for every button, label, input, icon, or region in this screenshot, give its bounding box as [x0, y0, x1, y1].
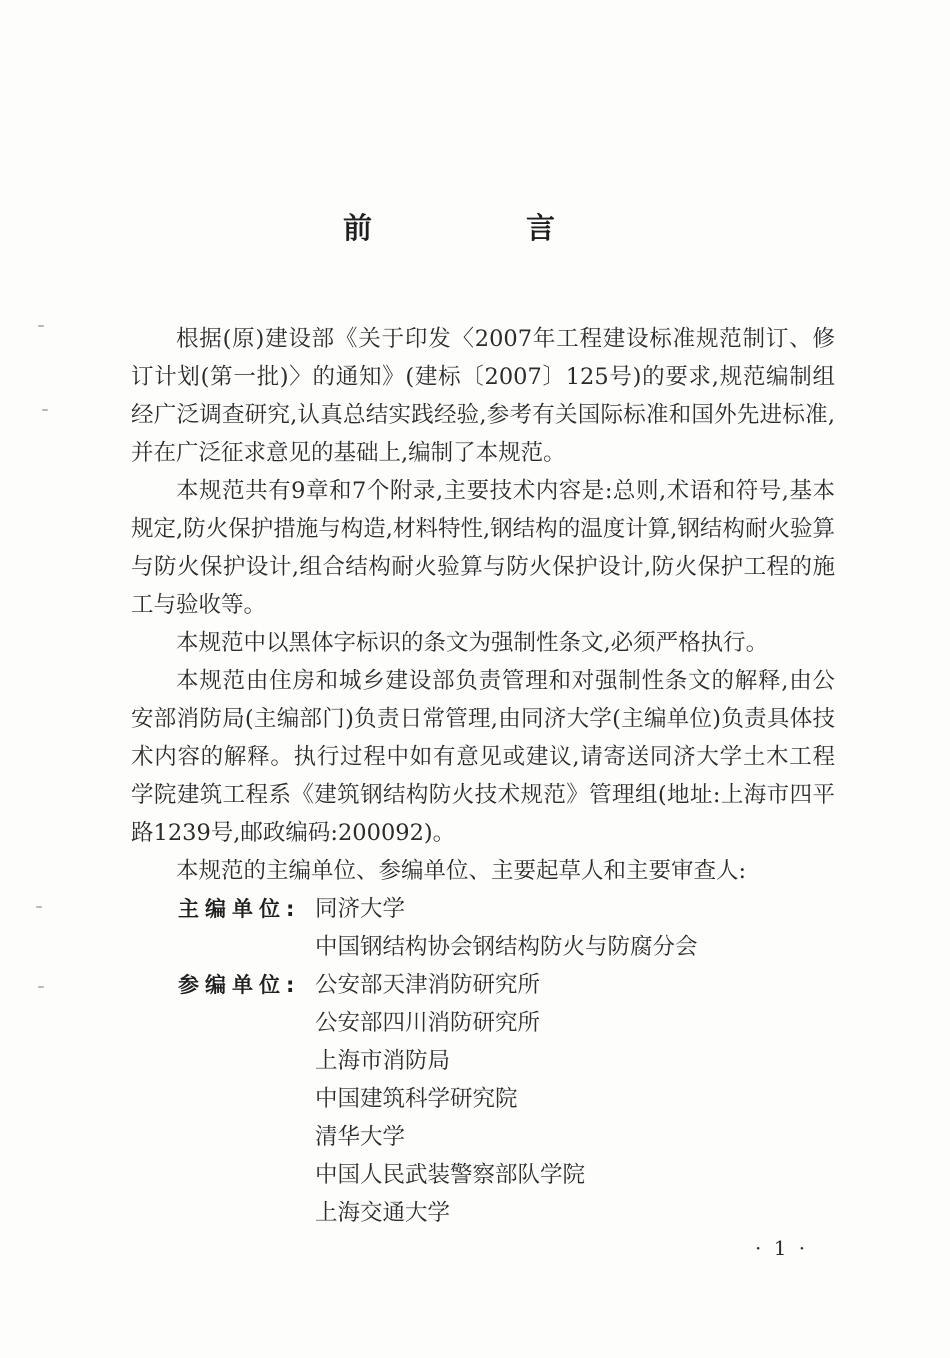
- participating-unit: 公安部天津消防研究所: [315, 972, 541, 998]
- participating-row: [131, 966, 835, 1004]
- participating-row: [131, 1156, 835, 1194]
- paragraph-units-intro: 本规范的主编单位、参编单位、主要起草人和主要审查人:: [176, 858, 747, 884]
- scan-speck: [36, 906, 42, 908]
- scan-speck: [42, 409, 48, 411]
- participating-row: [131, 1194, 835, 1232]
- scan-speck: [38, 986, 44, 988]
- participating-row: [131, 1118, 835, 1156]
- participating-unit: 上海交通大学: [315, 1200, 451, 1226]
- participating-unit: 中国人民武装警察部队学院: [315, 1162, 586, 1188]
- page-number: · 1 ·: [755, 1236, 809, 1260]
- preface-body: [131, 320, 835, 1232]
- chief-editor-label: 主编单位:: [178, 897, 301, 921]
- chief-editor-row: [131, 928, 835, 966]
- paragraph-management: 本规范由住房和城乡建设部负责管理和对强制性条文的解释,由公安部消防局(主编部门)负责日常管理,由同济大学(主编单位)负责具体技术内容的解释。执行过程中如有意见或建议,请寄送同济大学土木工程学院建筑工程系《建筑钢结构防火技术规范》管理组(地址:上海市四平路1239号,邮政编码:200092)。: [131, 668, 835, 846]
- paragraph-mandatory: 本规范中以黑体字标识的条文为强制性条文,必须严格执行。: [176, 630, 769, 656]
- participating-unit: 清华大学: [315, 1124, 406, 1150]
- chief-editor-row: [131, 890, 835, 928]
- chief-editor-unit: 同济大学: [315, 896, 406, 922]
- participating-unit: 上海市消防局: [315, 1048, 451, 1074]
- chief-editor-unit: 中国钢结构协会钢结构防火与防腐分会: [315, 934, 698, 960]
- participating-row: [131, 1004, 835, 1042]
- participating-unit: 公安部四川消防研究所: [315, 1010, 541, 1036]
- paragraph-background: 根据(原)建设部《关于印发〈2007年工程建设标准规范制订、修订计划(第一批)〉的通知》(建标〔2007〕125号)的要求,规范编制组经广泛调查研究,认真总结实践经验,参考有关国际标准和国外先进标准,并在广泛征求意见的基础上,编制了本规范。: [131, 326, 835, 466]
- participating-unit: 中国建筑科学研究院: [315, 1086, 518, 1112]
- participating-row: [131, 1080, 835, 1118]
- paragraph-contents: 本规范共有9章和7个附录,主要技术内容是:总则,术语和符号,基本规定,防火保护措施与构造,材料特性,钢结构的温度计算,钢结构耐火验算与防火保护设计,组合结构耐火验算与防火保护设计,防火保护工程的施工与验收等。: [131, 478, 835, 618]
- participating-row: [131, 1042, 835, 1080]
- scan-speck: [38, 325, 44, 327]
- page-title: 前 言: [342, 211, 628, 245]
- participating-label: 参编单位:: [178, 973, 301, 997]
